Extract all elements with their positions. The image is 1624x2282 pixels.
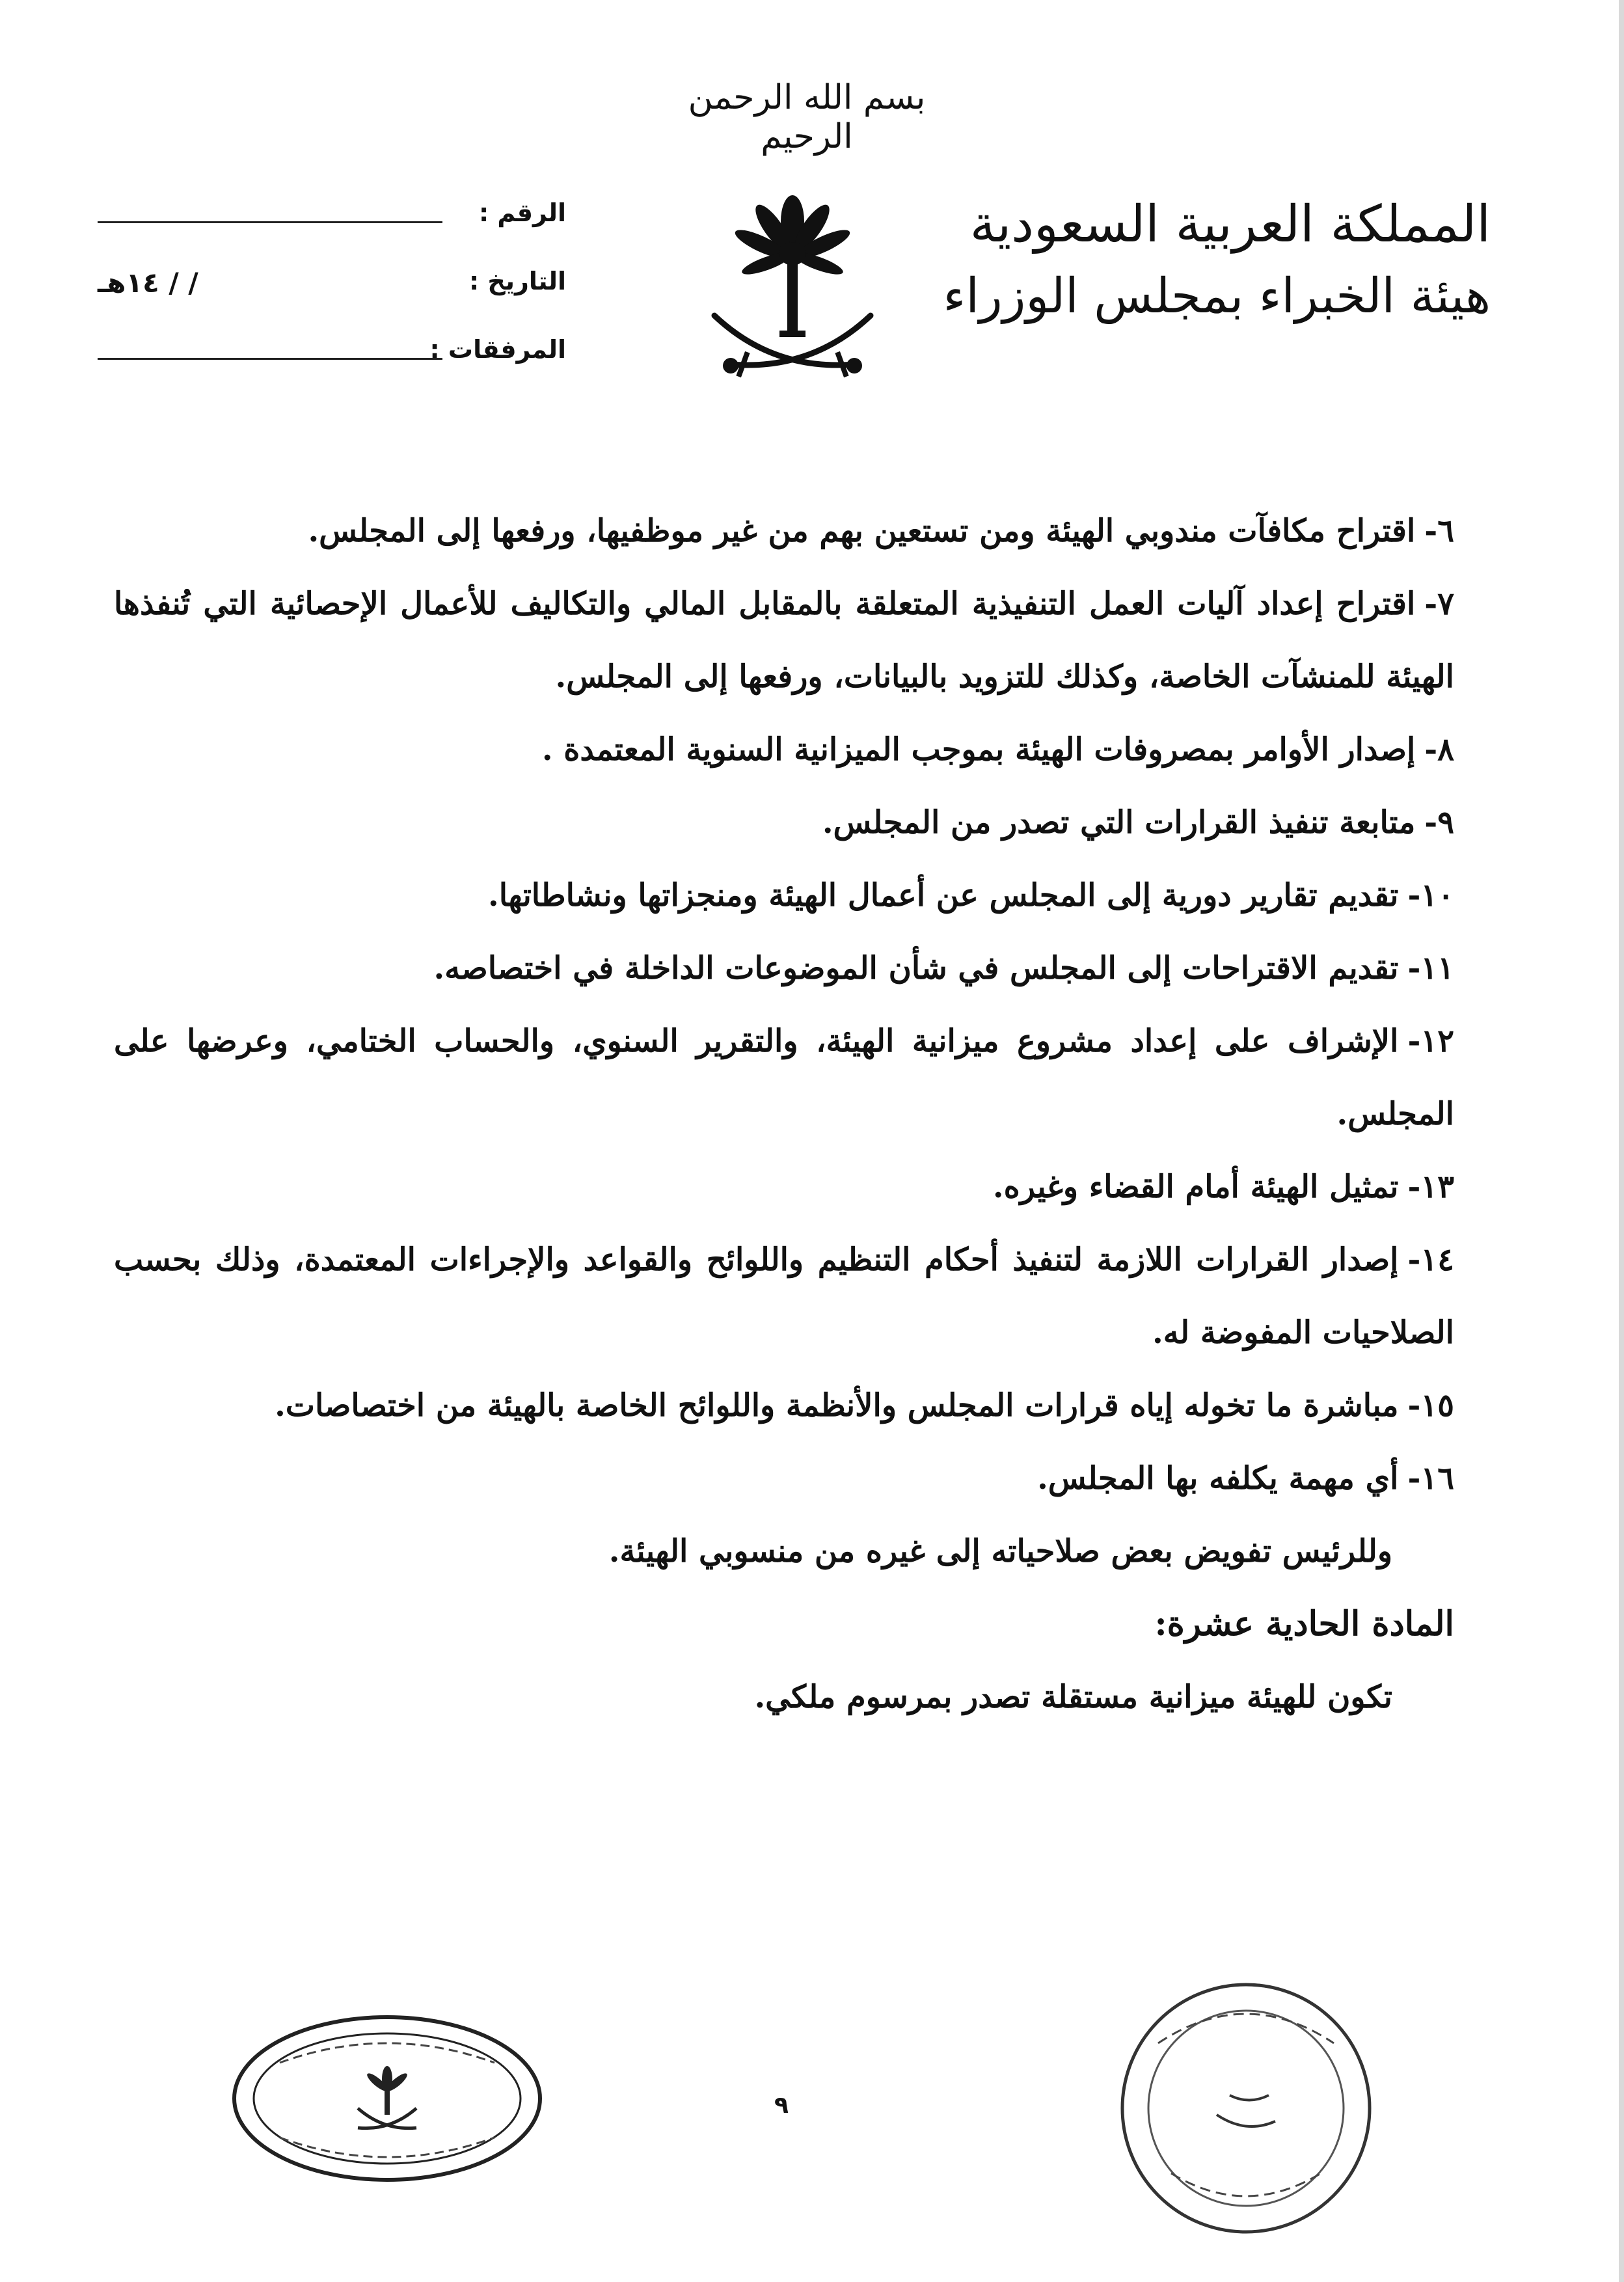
org-line-2: هيئة الخبراء بمجلس الوزراء	[943, 268, 1491, 324]
list-item: ١٠-تقديم تقارير دورية إلى المجلس عن أعمال الهيئة ومنجزاتها ونشاطاتها.	[487, 877, 1454, 914]
date-row	[98, 254, 566, 322]
org-line-1: المملكة العربية السعودية	[969, 195, 1491, 254]
delegation-paragraph: وللرئيس تفويض بعض صلاحياته إلى غيره من منسوبي الهيئة.	[608, 1533, 1392, 1569]
list-item: ٧-اقتراح إعداد آليات العمل التنفيذية المتعلقة بالمقابل المالي والتكاليف للأعمال الإحصائية التي تُنفذها الهيئة للمنشآت الخاصة، وكذلك للتزويد بالبيانات، ورفعها إلى المجلس.	[114, 586, 1454, 695]
date-label: التاريخ :	[468, 267, 566, 295]
official-seal-icon	[228, 2011, 547, 2186]
list-item: ١٢-الإشراف على إعداد مشروع ميزانية الهيئة، والتقرير السنوي، والحساب الختامي، وعرضها على المجلس.	[114, 1023, 1454, 1132]
reference-block	[98, 185, 566, 390]
list-item: ٦-اقتراح مكافآت مندوبي الهيئة ومن تستعين بهم من غير موظفيها، ورفعها إلى المجلس.	[308, 513, 1454, 549]
page-number: ٩	[774, 2092, 789, 2119]
reference-line	[98, 221, 442, 223]
palm-swords-emblem-icon	[701, 176, 884, 397]
attachments-line	[98, 358, 442, 360]
organization-header	[905, 189, 1491, 332]
reference-label: الرقم :	[478, 198, 566, 227]
list-item: ١١-تقديم الاقتراحات إلى المجلس في شأن الموضوعات الداخلة في اختصاصه.	[433, 950, 1454, 986]
reference-row	[98, 185, 566, 254]
list-item: ٨-إصدار الأوامر بمصروفات الهيئة بموجب الميزانية السنوية المعتمدة .	[541, 731, 1454, 768]
article-text: تكون للهيئة ميزانية مستقلة تصدر بمرسوم ملكي.	[754, 1679, 1392, 1715]
scan-edge	[1619, 0, 1624, 2282]
round-stamp-icon	[1100, 1972, 1392, 2245]
document-body	[114, 495, 1454, 1733]
attachments-label: المرفقات :	[429, 335, 566, 364]
date-value: / / ١٤هـ	[98, 267, 198, 299]
list-item: ١٦-أي مهمة يكلفه بها المجلس.	[1037, 1460, 1454, 1497]
basmala: بسم الله الرحمن الرحيم	[688, 78, 926, 156]
list-item: ١٥-مباشرة ما تخوله إياه قرارات المجلس والأنظمة واللوائح الخاصة بالهيئة من اختصاصات.	[275, 1387, 1454, 1424]
attachments-row	[98, 322, 566, 390]
article-heading: المادة الحادية عشرة:	[1154, 1604, 1454, 1644]
list-item: ٩-متابعة تنفيذ القرارات التي تصدر من المجلس.	[822, 804, 1454, 841]
list-item: ١٣-تمثيل الهيئة أمام القضاء وغيره.	[992, 1169, 1454, 1205]
list-item: ١٤-إصدار القرارات اللازمة لتنفيذ أحكام التنظيم واللوائح والقواعد والإجراءات المعتمدة، وذلك بحسب الصلاحيات المفوضة له.	[114, 1242, 1454, 1351]
